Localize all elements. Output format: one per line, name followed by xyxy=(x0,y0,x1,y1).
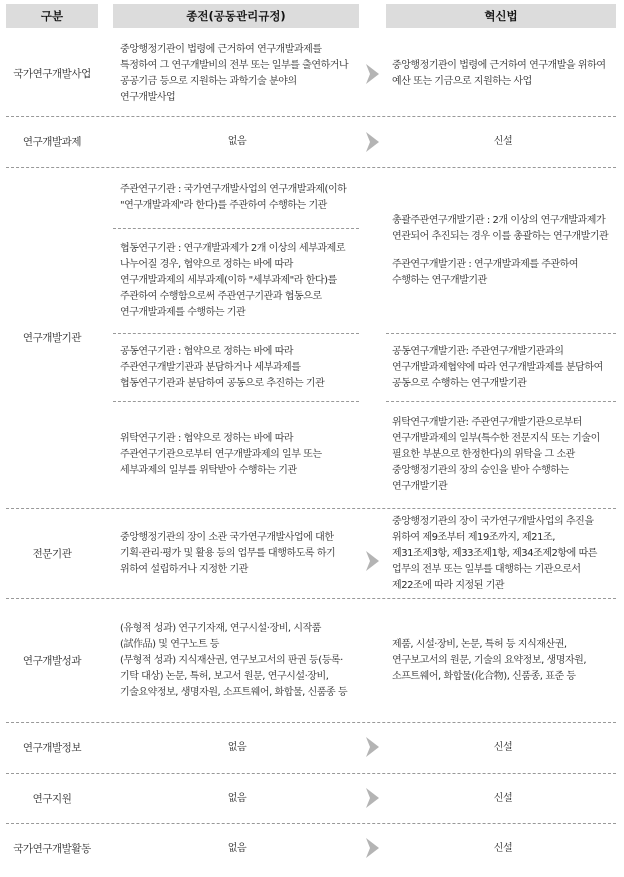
old-text: 중앙행정기관이 법령에 근거하여 연구개발과제를 특정하여 그 연구개발비의 전부 또는 일부를 출연하거나 공공기금 등으로 지원하는 과학기술 분야의 연구개발사업 xyxy=(120,44,349,103)
new-text: 주관연구개발기관 : 연구개발과제를 주관하여 수행하는 연구개발기관 xyxy=(392,258,579,286)
old-national-rd-project xyxy=(120,34,354,114)
chevron-right-icon xyxy=(366,838,379,858)
header-new-law: 혁신법 xyxy=(386,4,616,28)
new-commission-institution xyxy=(392,402,614,508)
new-national-rd-project xyxy=(392,34,614,114)
category-rd-outcome: 연구개발성과 xyxy=(22,654,82,667)
old-text: 협동연구기관 : 연구개발과제가 2개 이상의 세부과제로 나누어질 경우, 협약으로 정하는 바에 따라 연구개발과제의 세부과제(이하 "세부과제"라 한다)를 주관하여 수행함으로써 주관연구기관과 협동으로 연구개발과제를 수행하는 기관 xyxy=(120,243,346,318)
old-text: (유형적 성과) 연구기자재, 연구시설·장비, 시작품(試作品) 및 연구노트 등 xyxy=(120,622,321,650)
chevron-right-icon xyxy=(366,551,379,571)
header-old-regulation: 종전(공동관리규정) xyxy=(113,4,359,28)
new-specialized-agency xyxy=(392,509,614,598)
old-rd-outcome xyxy=(120,599,354,722)
new-national-rd-activity: 신설 xyxy=(493,843,513,854)
new-text: 공동연구개발기관: 주관연구개발기관과의 연구개발과제협약에 따라 연구개발과제를 분담하여 공동으로 수행하는 연구개발기관 xyxy=(392,345,603,389)
old-rd-task: 없음 xyxy=(227,136,247,147)
category-national-rd-activity: 국가연구개발활동 xyxy=(13,843,91,855)
new-text: 제품, 시설·장비, 논문, 특허 등 지식재산권, 연구보고서의 원문, 기술의 요약정보, 생명자원, 소프트웨어, 화합물(化合物), 신품종, 표준 등 xyxy=(392,638,587,682)
new-joint-institution xyxy=(392,334,614,401)
new-rd-task: 신설 xyxy=(493,136,513,147)
new-text: 위탁연구개발기관: 주관연구개발기관으로부터 연구개발과제의 일부(특수한 전문지식 또는 기술이 필요한 부분으로 한정한다)의 위탁을 그 소관 중앙행정기관의 장의 승인을 받아 수행하는 연구개발기관 xyxy=(392,417,600,492)
category-research-support: 연구지원 xyxy=(32,792,72,805)
old-text: (무형적 성과) 지식재산권, 연구보고서의 판권 등(등록·기탁 대상) 논문, 특허, 보고서 원문, 연구시설·장비, 기술요약정보, 생명자원, 소프트웨어, 화합물, 신품종 등 xyxy=(120,654,348,698)
old-specialized-agency xyxy=(120,509,354,598)
old-lead-institution xyxy=(120,168,354,228)
old-commission-institution xyxy=(120,402,354,508)
old-text: 중앙행정기관의 장이 소관 국가연구개발사업에 대한 기획·관리·평가 및 활용 등의 업무를 대행하도록 하기 위하여 설립하거나 지정한 기관 xyxy=(120,531,336,575)
new-rd-outcome xyxy=(392,599,614,722)
chevron-right-icon xyxy=(366,788,379,808)
old-text: 위탁연구기관 : 협약으로 정하는 바에 따라 주관연구기관으로부터 연구개발과제의 일부 또는 세부과제의 일부를 위탁받아 수행하는 기관 xyxy=(120,433,322,476)
category-rd-task: 연구개발과제 xyxy=(22,136,82,148)
category-national-rd-project: 국가연구개발사업 xyxy=(13,68,91,80)
old-joint-institution xyxy=(120,334,354,401)
new-text: 총괄주관연구개발기관 : 2개 이상의 연구개발과제가 연관되어 추진되는 경우 이를 총괄하는 연구개발기관 xyxy=(392,214,609,242)
chevron-right-icon xyxy=(366,64,379,84)
new-rd-information: 신설 xyxy=(493,742,513,753)
old-research-support: 없음 xyxy=(227,792,247,804)
old-rd-information: 없음 xyxy=(227,742,247,753)
chevron-right-icon xyxy=(366,737,379,757)
chevron-right-icon xyxy=(366,132,379,152)
category-specialized-agency: 전문기관 xyxy=(32,547,72,560)
old-national-rd-activity: 없음 xyxy=(227,843,247,854)
old-cooperative-institution xyxy=(120,229,354,333)
new-research-support: 신설 xyxy=(493,792,513,804)
category-rd-information: 연구개발정보 xyxy=(22,742,82,754)
new-text: 중앙행정기관의 장이 국가연구개발사업의 추진을 위하여 제9조부터 제19조까지, 제21조, 제31조제3항, 제33조제1항, 제34조제2항에 따른 업무의 전부 또는 일부를 대행하는 기관으로서 제22조에 따라 지정된 기관 xyxy=(392,515,598,591)
old-text: 주관연구기관 : 국가연구개발사업의 연구개발과제(이하 "연구개발과제"라 한다)를 주관하여 수행하는 기관 xyxy=(120,184,347,211)
new-text: 중앙행정기관이 법령에 근거하여 연구개발을 위하여 예산 또는 기금으로 지원하는 사업 xyxy=(392,60,606,87)
category-rd-institution: 연구개발기관 xyxy=(22,332,82,344)
header-category: 구분 xyxy=(6,4,98,28)
new-lead-institutions xyxy=(392,168,614,333)
old-text: 공동연구기관 : 협약으로 정하는 바에 따라 주관연구개발기관과 분담하거나 세부과제를 협동연구기관과 분담하여 공동으로 추진하는 기관 xyxy=(120,345,325,389)
